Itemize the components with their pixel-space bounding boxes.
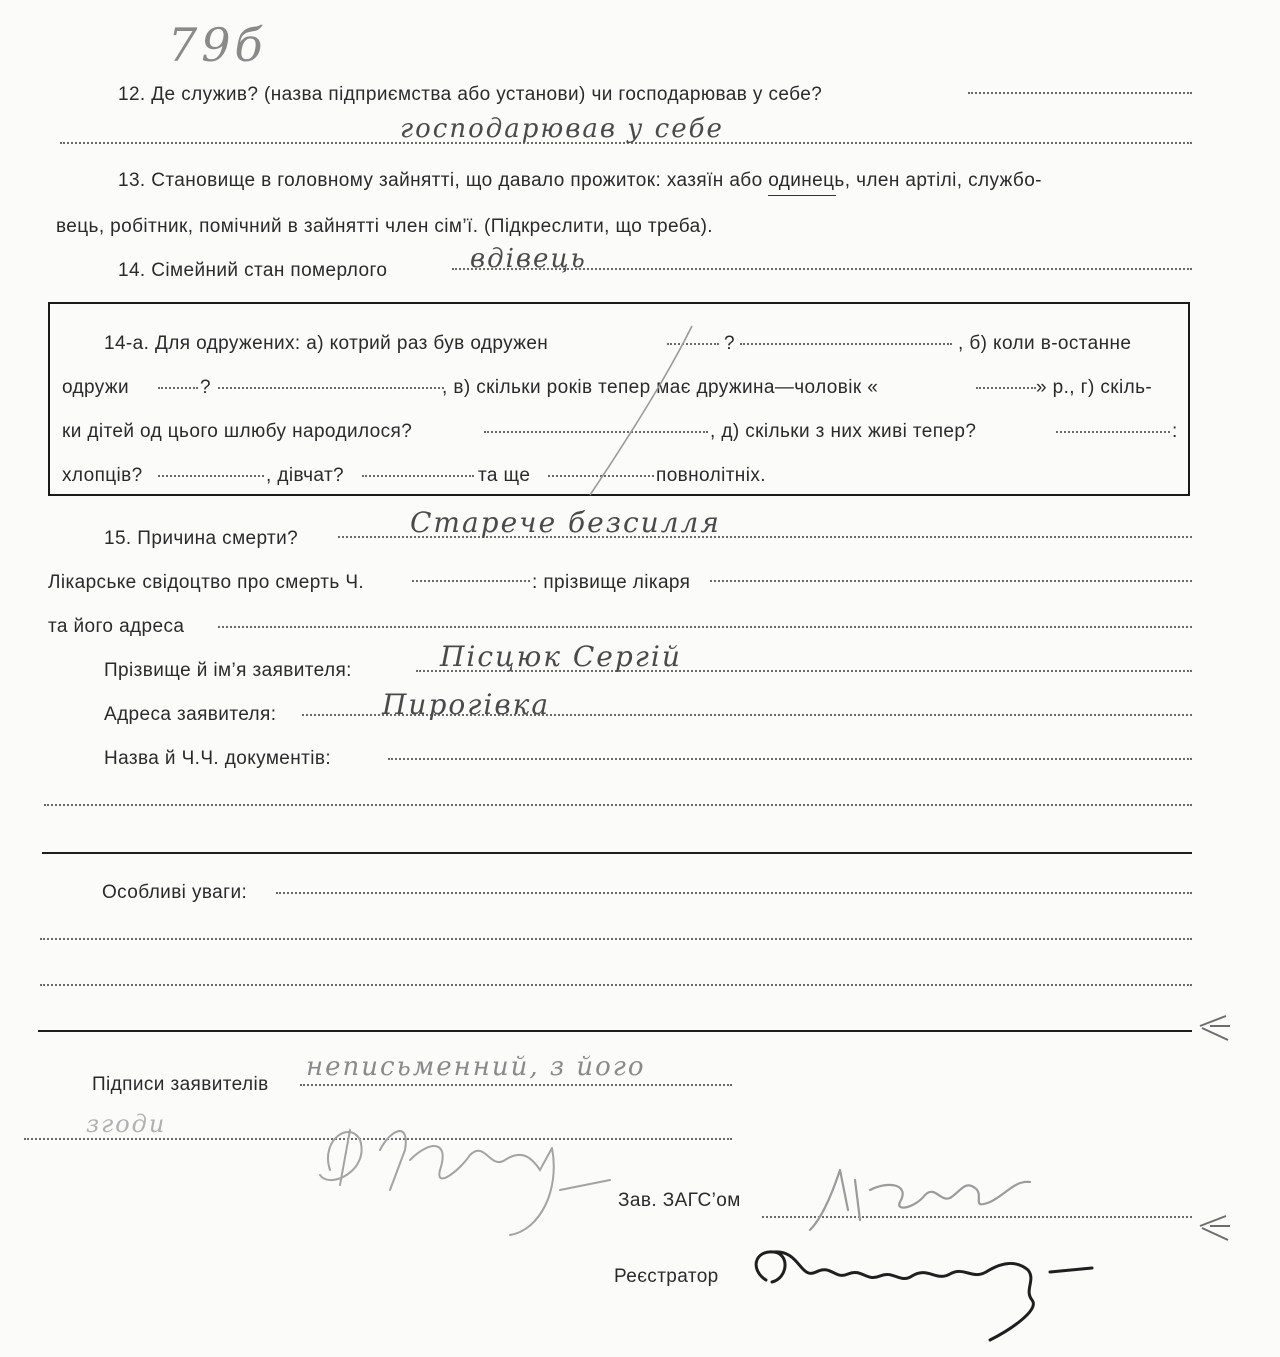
q14a-line-alive: [1056, 431, 1170, 433]
cancel-stroke: [560, 320, 700, 500]
q14a-colon: :: [1172, 421, 1178, 442]
applicant-signature: [290, 1100, 620, 1240]
q14a-part6: ки дітей од цього шлюбу народилося?: [62, 421, 413, 442]
zags-head-signature: [800, 1140, 1050, 1240]
q14a-part7: , д) скільки з них живі тепер?: [710, 421, 977, 442]
q14a-line-years: [976, 387, 1036, 389]
q15-label: 15. Причина смерти?: [104, 528, 299, 549]
q14a-part9: , дівчат?: [266, 465, 345, 486]
applicant-name-label: Прізвище й ім’я заявителя:: [104, 660, 352, 681]
q14a-line-boys: [158, 475, 264, 477]
q12-label: 12. Де служив? (назва підприємства або установи) чи господарював у себе?: [118, 84, 823, 105]
doctor-address-line: [218, 626, 1192, 628]
q14a-part1: 14-а. Для одружених: а) котрий раз був одружен: [104, 333, 549, 354]
documents-label: Назва й Ч.Ч. документів:: [104, 748, 332, 769]
registrar-label: Реєстратор: [614, 1266, 719, 1287]
applicant-signatures-line: [300, 1084, 732, 1086]
q14-answer: вдівець: [470, 244, 587, 274]
q14a-qmark2: ?: [200, 377, 211, 398]
applicant-signatures-label: Підписи заявителів: [92, 1074, 269, 1095]
notes-line-2: [40, 938, 1192, 940]
applicant-name-answer: Пісцюк Сергій: [440, 640, 682, 673]
q14a-part10: та ще: [478, 465, 531, 486]
doctor-address-label: та його адреса: [48, 616, 185, 637]
q14a-line-girls: [362, 475, 474, 477]
notes-line-1: [276, 892, 1192, 894]
applicant-address-answer: Пирогівка: [382, 688, 551, 721]
q14a-part4: , в) скільки років тепер має дружина—чоловік «: [442, 377, 879, 398]
q12-line-a: [968, 92, 1192, 94]
q14a-part2: , б) коли в-останне: [958, 333, 1132, 354]
edge-mark-icon: [1196, 1006, 1236, 1046]
doctor-name-label: : прізвище лікаря: [532, 572, 691, 593]
archive-number: 79б: [168, 18, 267, 72]
med-cert-line: [412, 580, 530, 582]
edge-mark-icon: [1196, 1206, 1236, 1246]
section-divider-2: [38, 1030, 1192, 1032]
notes-label: Особливі уваги:: [102, 882, 248, 903]
doctor-name-line: [710, 580, 1192, 582]
q13-underline: [768, 195, 836, 196]
q14a-line-last-b: [218, 387, 444, 389]
q14a-part8: хлопців?: [62, 465, 143, 486]
applicant-address-label: Адреса заявителя:: [104, 704, 277, 725]
q13-label-line1: 13. Становище в головному зайнятті, що давало прожиток: хазяїн або одинець, член артілі, службо-: [118, 170, 1042, 191]
med-cert-label: Лікарське свідоцтво про смерть Ч.: [48, 572, 365, 593]
documents-line-2: [44, 804, 1192, 806]
q15-answer: Старече безсилля: [410, 506, 721, 539]
applicant-signatures-note-2: згоди: [86, 1110, 167, 1138]
q14a-line-last: [158, 387, 198, 389]
q14-label: 14. Сімейний стан померлого: [118, 260, 388, 281]
section-divider-1: [42, 852, 1192, 854]
q14a-part5: » р., г) скіль-: [1036, 377, 1153, 398]
notes-line-3: [40, 984, 1192, 986]
q13-label-line2: вець, робітник, помічний в зайнятті член сім’ї. (Підкреслити, що треба).: [56, 216, 713, 237]
applicant-signatures-note: неписьменний, з його: [306, 1052, 646, 1082]
registrar-signature: [740, 1230, 1110, 1350]
q14a-part3: одружи: [62, 377, 130, 398]
q14a-part11: повнолітніх.: [656, 465, 766, 486]
documents-line: [388, 758, 1192, 760]
q14a-line-times-b: [740, 343, 952, 345]
q12-answer: господарював у себе: [400, 114, 724, 144]
q14a-qmark1: ?: [724, 333, 735, 354]
zags-head-label: Зав. ЗАГС’ом: [618, 1190, 741, 1211]
